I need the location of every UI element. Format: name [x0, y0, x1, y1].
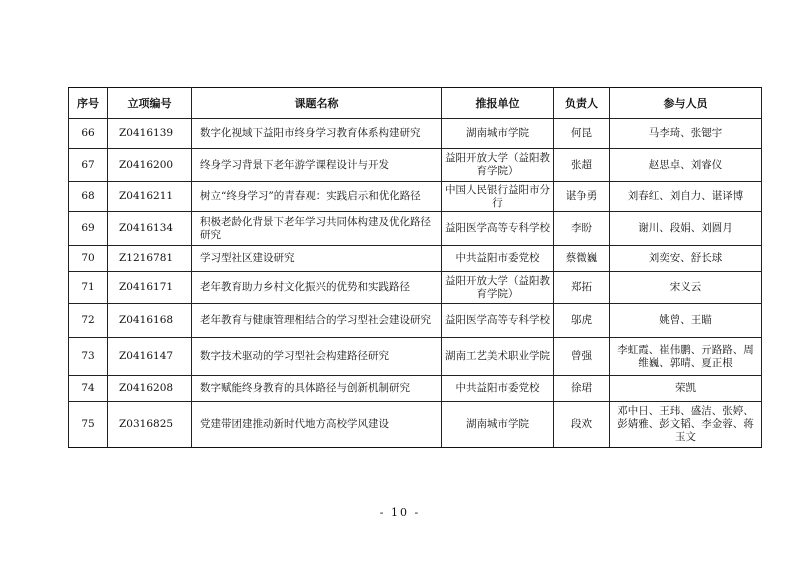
cell-unit: 益阳开放大学（益阳教育学院） [442, 149, 554, 182]
table-row [69, 212, 762, 246]
cell-no: 67 [69, 149, 108, 182]
cell-members: 荣凯 [610, 376, 762, 402]
cell-title: 老年教育与健康管理相结合的学习型社会建设研究 [192, 304, 442, 338]
cell-title: 数字化视域下益阳市终身学习教育体系构建研究 [192, 119, 442, 149]
table-row [69, 149, 762, 182]
cell-title: 积极老龄化背景下老年学习共同体构建及优化路径研究 [192, 212, 442, 246]
cell-unit: 益阳医学高等专科学校 [442, 212, 554, 246]
cell-code: Z0416211 [108, 182, 192, 212]
cell-members: 李虹霞、崔伟鹏、亓路路、周维巍、郭晴、夏正根 [610, 338, 762, 376]
table-row [69, 376, 762, 402]
cell-no: 73 [69, 338, 108, 376]
cell-no: 68 [69, 182, 108, 212]
cell-title: 数字赋能终身教育的具体路径与创新机制研究 [192, 376, 442, 402]
cell-code: Z0416200 [108, 149, 192, 182]
cell-leader: 谌争勇 [554, 182, 610, 212]
cell-code: Z0316825 [108, 402, 192, 448]
cell-unit: 湖南工艺美术职业学院 [442, 338, 554, 376]
cell-no: 72 [69, 304, 108, 338]
header-no: 序号 [69, 88, 108, 119]
cell-members: 宋义云 [610, 272, 762, 304]
cell-members: 马李琦、张锶宇 [610, 119, 762, 149]
cell-code: Z1216781 [108, 246, 192, 272]
cell-members: 谢川、段娟、刘圆月 [610, 212, 762, 246]
cell-no: 71 [69, 272, 108, 304]
cell-code: Z0416147 [108, 338, 192, 376]
cell-title: 老年教育助力乡村文化振兴的优势和实践路径 [192, 272, 442, 304]
cell-leader: 徐珺 [554, 376, 610, 402]
cell-code: Z0416168 [108, 304, 192, 338]
table-header-row [69, 88, 762, 119]
table-row [69, 272, 762, 304]
table-row [69, 304, 762, 338]
cell-members: 姚曾、王瞄 [610, 304, 762, 338]
cell-no: 74 [69, 376, 108, 402]
cell-title: 党建带团建推动新时代地方高校学风建设 [192, 402, 442, 448]
page-number: - 10 - [379, 506, 421, 519]
cell-unit: 益阳医学高等专科学校 [442, 304, 554, 338]
cell-code: Z0416171 [108, 272, 192, 304]
header-title: 课题名称 [192, 88, 442, 119]
cell-leader: 李盼 [554, 212, 610, 246]
cell-unit: 中共益阳市委党校 [442, 376, 554, 402]
table-row [69, 246, 762, 272]
cell-members: 刘奕安、舒长球 [610, 246, 762, 272]
cell-no: 75 [69, 402, 108, 448]
cell-title: 数字技术驱动的学习型社会构建路径研究 [192, 338, 442, 376]
cell-leader: 段欢 [554, 402, 610, 448]
header-members: 参与人员 [610, 88, 762, 119]
cell-leader: 郑拓 [554, 272, 610, 304]
header-code: 立项编号 [108, 88, 192, 119]
header-unit: 推报单位 [442, 88, 554, 119]
cell-no: 69 [69, 212, 108, 246]
table-row [69, 338, 762, 376]
cell-leader: 何昆 [554, 119, 610, 149]
cell-code: Z0416134 [108, 212, 192, 246]
cell-title: 树立“终身学习”的青春观：实践启示和优化路径 [192, 182, 442, 212]
cell-leader: 张超 [554, 149, 610, 182]
cell-unit: 湖南城市学院 [442, 402, 554, 448]
cell-unit: 湖南城市学院 [442, 119, 554, 149]
table-row [69, 182, 762, 212]
cell-members: 邓中日、王玮、盛洁、张婷、彭婧雅、彭文韬、李金蓉、蒋玉文 [610, 402, 762, 448]
cell-members: 刘春红、刘自力、谌译博 [610, 182, 762, 212]
cell-title: 终身学习背景下老年游学课程设计与开发 [192, 149, 442, 182]
cell-unit: 中国人民银行益阳市分行 [442, 182, 554, 212]
table-row [69, 402, 762, 448]
cell-code: Z0416139 [108, 119, 192, 149]
header-leader: 负责人 [554, 88, 610, 119]
cell-leader: 曾强 [554, 338, 610, 376]
cell-members: 赵思卓、刘睿仪 [610, 149, 762, 182]
cell-no: 70 [69, 246, 108, 272]
cell-leader: 邬虎 [554, 304, 610, 338]
cell-unit: 中共益阳市委党校 [442, 246, 554, 272]
cell-unit: 益阳开放大学（益阳教育学院） [442, 272, 554, 304]
cell-no: 66 [69, 119, 108, 149]
table-row [69, 119, 762, 149]
cell-title: 学习型社区建设研究 [192, 246, 442, 272]
cell-code: Z0416208 [108, 376, 192, 402]
cell-leader: 蔡微巍 [554, 246, 610, 272]
project-table [68, 87, 762, 448]
